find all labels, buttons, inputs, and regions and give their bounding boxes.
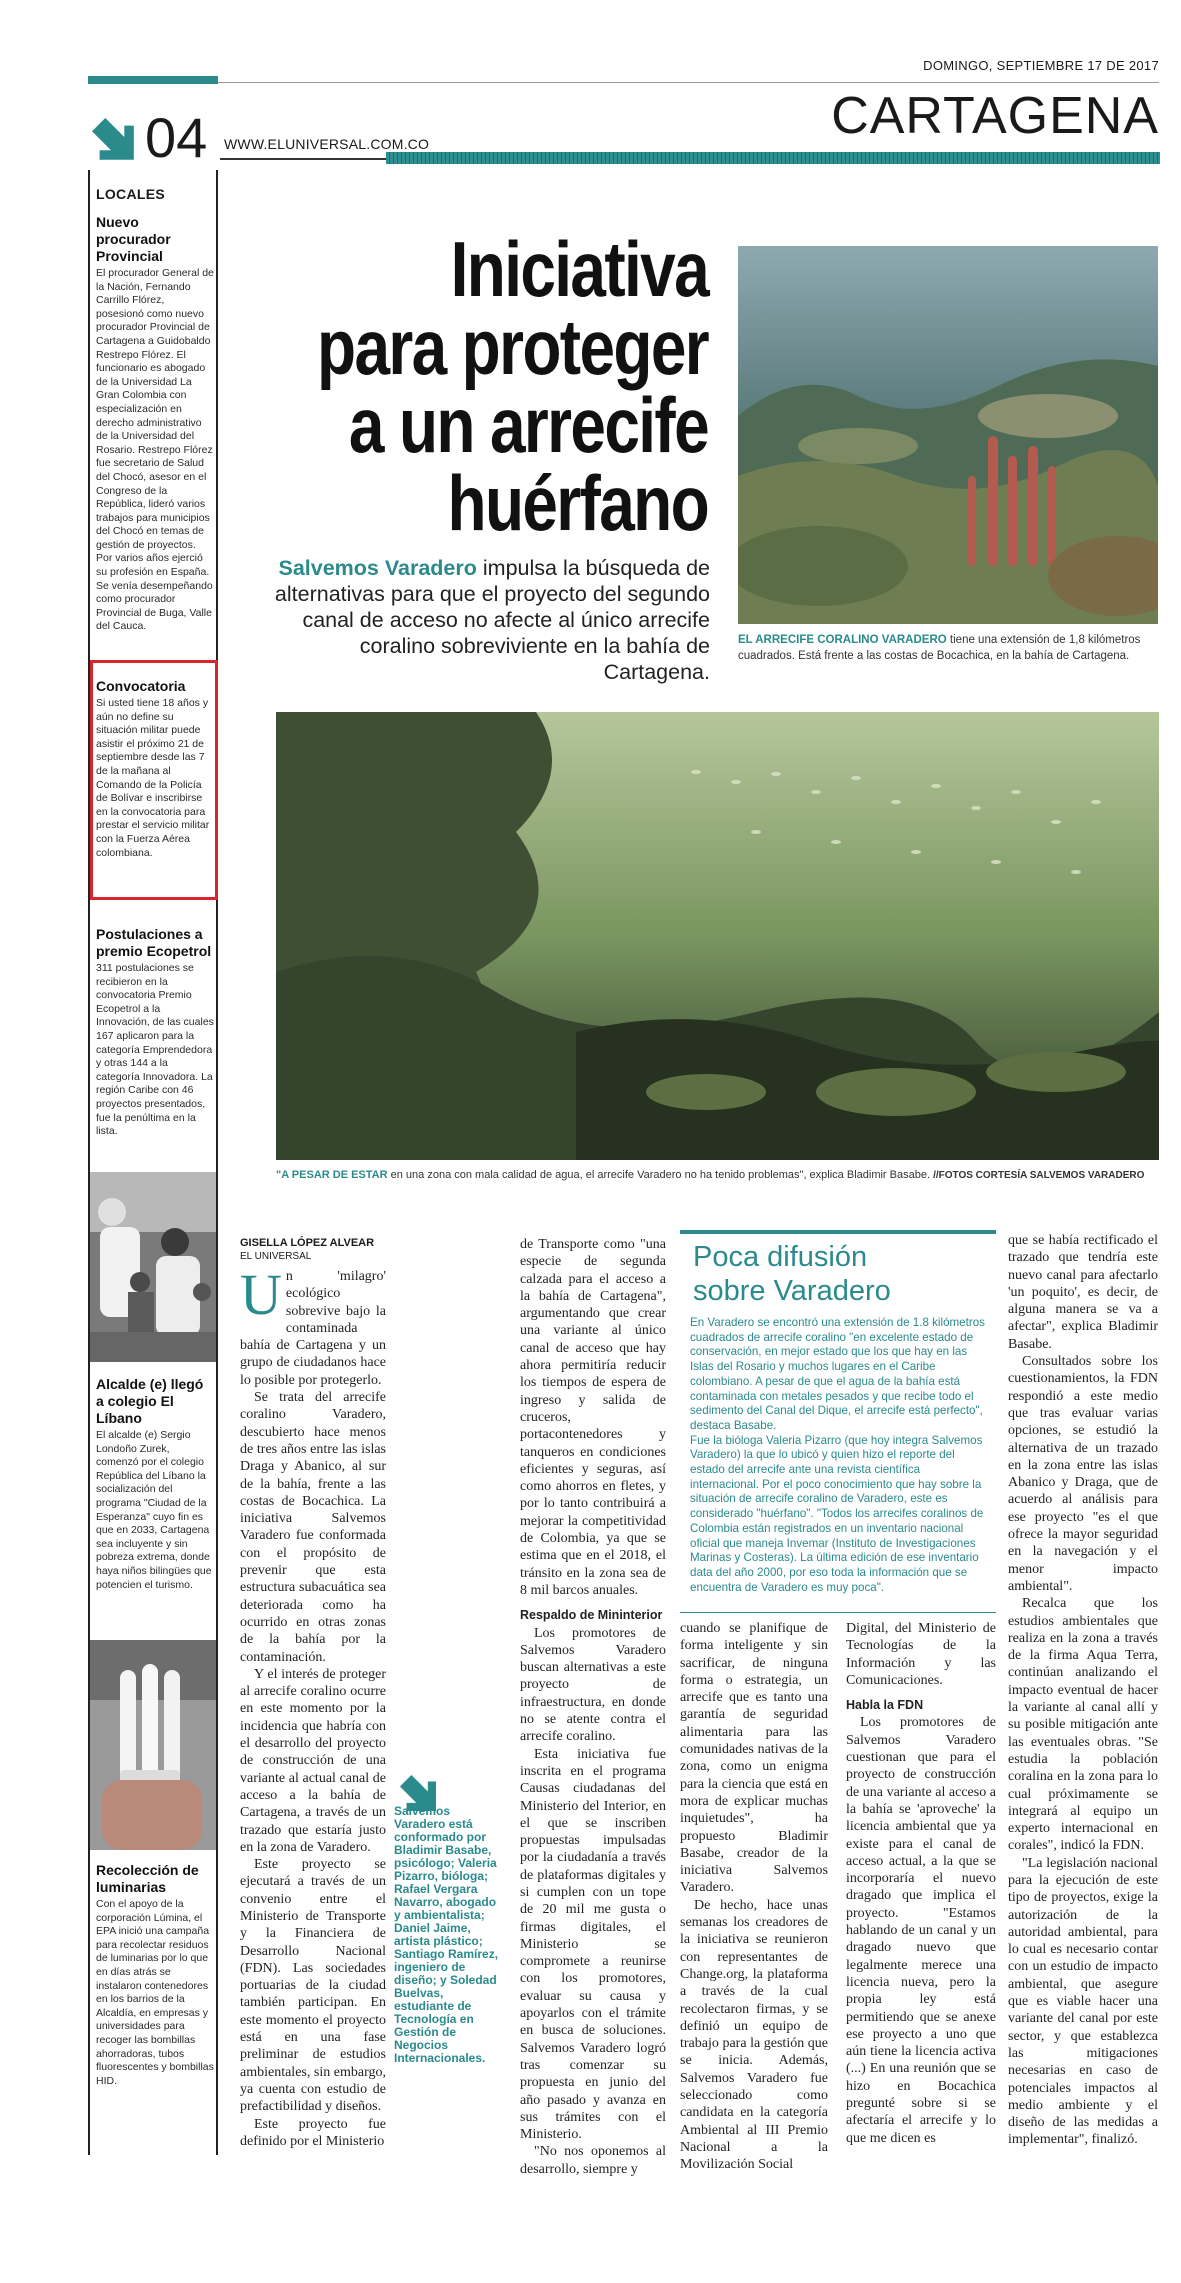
brief-item — [96, 1862, 214, 2088]
caption-text: en una zona con mala calidad de agua, el arrecife Varadero no ha tenido problemas", explica Bladimir Basabe. — [390, 1169, 931, 1181]
headline: Iniciativa para proteger a un arrecife huérfano — [317, 225, 708, 547]
brief-item — [96, 214, 214, 634]
article-paragraph: Los promotores de Salvemos Varadero buscan alternativas a este proyecto de infraestructura, en donde no se atente contra el arrecife coralino. — [520, 1625, 666, 1745]
article-column-1 — [240, 1262, 386, 2150]
mayor-school-photo — [90, 1172, 216, 1362]
sidebar-rule-bottom — [680, 1612, 996, 1613]
deck — [250, 555, 710, 685]
article-column-2 — [520, 1236, 666, 2178]
article-paragraph: Consultados sobre los cuestionamientos, la FDN respondió a este medio que tras evaluar varias opciones, se estudió la alternativa de un trazado en la zona entre las islas Abanico y Draga, que de acuerdo al análisis para ese proyecto "es el que ofrece la mayor seguridad en la navegación y el menor impacto ambiental". — [1008, 1354, 1158, 1594]
briefs-kicker-block — [96, 186, 214, 202]
header-accent-bar — [88, 76, 218, 84]
brief-item — [96, 1376, 214, 1592]
arrow-down-right-icon — [92, 118, 136, 162]
page-number: 04 — [145, 106, 208, 169]
brief-title: Alcalde (e) llegó a colegio El Líbano — [96, 1376, 204, 1426]
brief-text: El alcalde (e) Sergio Londoño Zurek, comenzó por el colegio República del Líbano la socialización del programa "Ciudad de la Esperanza" cuyo fin es que en 2033, Cartagena sea incluyente y sin pobreza extrema, donde haya niños bilingües que potencien el turismo. — [96, 1429, 212, 1591]
article-column-3 — [680, 1620, 828, 2174]
briefs-kicker: LOCALES — [96, 186, 165, 202]
lightbulb-photo — [90, 1640, 216, 1850]
article-paragraph: que se había rectificado el trazado que tendría este nuevo canal para afectarlo 'un poquito', es decir, de alguna manera se va a afectar", explica Bladimir Basabe. — [1008, 1233, 1158, 1352]
subheading: Habla la FDN — [846, 1698, 924, 1713]
reef-photo-wide — [276, 712, 1159, 1160]
site-url[interactable]: WWW.ELUNIVERSAL.COM.CO — [224, 136, 430, 152]
article-paragraph: Esta iniciativa fue inscrita en el programa Causas ciudadanas del Ministerio del Interior, en el que se inscriben propuestas impulsadas por la ciudadanía a través de plataformas digitales y si cumplen con un tope de 20 mil me gusta o firmas digitales, el Ministerio se compromete a reunirse con los promotores, evaluar su causa y apoyarlos con el trámite en busca de soluciones. Salvemos Varadero logró tras comenzar su propuesta en junio del año pasado y avanza en sus trámites con el Ministerio. — [520, 1746, 666, 2143]
article-paragraph: Un 'milagro' ecológico sobrevive bajo la contaminada bahía de Cartagena y un grupo de ciudadanos hace lo posible por protegerlo. — [240, 1262, 386, 1388]
article-paragraph: Recalca que los estudios ambientales que realiza en la zona a través de la firma Aqua Terra, continúan analizando el impacto eventual de hacer la variante al canal allí y su posible mitigación ante las eventuales obras. "Se estudia la población coralina en la zona para lo cual próximamente se integrará al equipo un experto internacional en corales", indicó la FDN. — [1008, 1596, 1158, 1854]
brief-title: Nuevo procurador Provincial — [96, 214, 171, 264]
article-paragraph: Este proyecto fue definido por el Ministerio — [240, 2116, 386, 2149]
caption-text: tiene una extensión de 1,8 kilómetros cuadrados. Está frente a las costas de Bocachica, en la bahía de Cartagena. — [738, 634, 1141, 662]
brief-title: Convocatoria — [96, 678, 186, 694]
reef-photo-top — [738, 246, 1158, 624]
brief-title: Recolección de luminarias — [96, 1862, 199, 1895]
byline: GISELLA LÓPEZ ALVEAR — [240, 1237, 375, 1249]
brief-text: El procurador General de la Nación, Fernando Carrillo Flórez, posesionó como nuevo procurador Provincial de Cartagena a Guidobaldo Restrepo Flórez. El funcionario es abogado de la Universidad La Gran Colombia con especialización en derecho administrativo de la Universidad del Rosario. Restrepo Flórez fue secretario de Salud del Chocó, asesor en el Congreso de la República, lideró varios trabajos para municipios del Chocó en temas de gestión de proyectos. Por varios años ejerció su profesión en España. Se venía desempeñando como procurador Provincial de Buga, Valle del Cauca. — [96, 267, 214, 633]
sidebar-rule-top — [680, 1230, 996, 1234]
outlet-name: EL UNIVERSAL — [240, 1251, 312, 1262]
photo-credit: //FOTOS CORTESÍA SALVEMOS VARADERO — [933, 1170, 1145, 1181]
photo-caption-wide — [276, 1168, 1159, 1183]
article-column-4 — [846, 1620, 996, 2147]
brief-item — [96, 678, 214, 860]
sidebar-title: Poca difusión sobre Varadero — [693, 1241, 891, 1307]
header-rule-teal — [386, 152, 1160, 164]
subheading: Respaldo de Mininterior — [520, 1608, 663, 1623]
article-paragraph: de Transporte como "una especie de segunda calzada para el acceso a la bahía de Cartagena", argumentando que crear una variante al único canal de acceso que hay ahora permitiría reducir los tiempos de espera de ingreso y salida de cruceros, portacontenedores y tanqueros en condiciones eficientes y seguras, así como ahorros en fletes, y por lo tanto contribuirá a mejorar la competitividad de Colombia, ya que se estima que en el 2018, el tránsito en la zona sea de 8 mil barcos anuales. — [520, 1237, 666, 1598]
brief-text: Si usted tiene 18 años y aún no define su situación militar puede asistir el próximo 21 de septiembre desde las 7 de la mañana al Comando de la Policía de Bolívar e inscribirse en la convocatoria para prestar el servicio militar con la Fuerza Aérea colombiana. — [96, 697, 210, 859]
article-paragraph: Se trata del arrecife coralino Varadero, descubierto hace menos de tres años entre las islas Draga y Abanico, al sur de la bahía, frente a las costas de Bocachica. La iniciativa Salvemos Varadero fue conformada con el propósito de prevenir que esta estructura subacuática sea deteriorada como ha ocurrido en otras zonas de la bahía por la contaminación. — [240, 1390, 386, 1665]
article-paragraph: De hecho, hace unas semanas los creadores de la iniciativa se reunieron con representantes de Change.org, la plataforma a través de la cual recolectaron firmas, y se definió un equipo de trabajo para la gestión que se inicia. Además, Salvemos Varadero fue seleccionado como candidata en la categoría Ambiental al III Premio Nacional a la Movilización Social — [680, 1897, 828, 2173]
section-title: CARTAGENA — [831, 87, 1159, 145]
article-paragraph: Digital, del Ministerio de Tecnologías de la Información y las Comunicaciones. — [846, 1621, 996, 1688]
caption-lead: EL ARRECIFE CORALINO VARADERO — [738, 634, 947, 646]
caption-lead: "A PESAR DE ESTAR — [276, 1169, 388, 1181]
article-paragraph: "La legislación nacional para la ejecución de este tipo de proyectos, exige la autorización de la autoridad ambiental, para lo cual es necesario contar con un estudio de impacto ambiental, que asegure que es viable hacer una variante del canal por este sector, y que establezca las mitigaciones necesarias en caso de potenciales impactos al medio ambiente y el diseño de las medidas a implementar", finalizó. — [1008, 1855, 1158, 2148]
brief-text: Con el apoyo de la corporación Lúmina, el EPA inició una campaña para recolectar residuos de luminarias por lo que en días atrás se instalaron contenedores en los barrios de la Alcaldía, en empresas y universidades para recoger las bombillas ahorradoras, tubos fluorescentes y bombillas HID. — [96, 1898, 214, 2087]
brief-title: Postulaciones a premio Ecopetrol — [96, 926, 212, 959]
deck-text: impulsa la búsqueda de alternativas para que el proyecto del segundo canal de acceso no afecte al único arrecife coralino sobreviviente en la bahía de Cartagena. — [274, 556, 710, 684]
drop-cap: U — [240, 1262, 282, 1327]
deck-brand: Salvemos Varadero — [278, 556, 477, 580]
article-paragraph: Los promotores de Salvemos Varadero cuestionan que para el proyecto de construcción de una variante al acceso a la bahía se 'aproveche' la licencia ambiental que ya existe para el canal de acceso actual, a la que se incorporaría el nuevo dragado que implica el proyecto. "Estamos hablando de un canal y un dragado nuevo que legalmente merece una licencia nueva, pero la propia ley está permitiendo que se anexe ese proyecto a uno que aún tiene la licencia activa (...) En una reunión que se hizo en Bocachica pregunté sobre si se afectaría el arrecife y lo que me dicen es — [846, 1715, 996, 2146]
header-rule — [218, 82, 1159, 83]
publication-date: DOMINGO, SEPTIEMBRE 17 DE 2017 — [923, 58, 1159, 73]
article-column-5 — [1008, 1232, 1158, 2149]
photo-caption-top — [738, 632, 1158, 664]
article-paragraph: Y el interés de proteger al arrecife coralino ocurre en este momento por la incidencia que habría con el desarrollo del proyecto de construcción de una variante al actual canal de acceso a la bahía de Cartagena, a través de un trazado que estaría justo en la zona de Varadero. — [240, 1666, 386, 1855]
sidebar-text — [690, 1316, 990, 1595]
brief-text: 311 postulaciones se recibieron en la convocatoria Premio Ecopetrol a la Innovación, de las cuales 167 aplicaron para la categoría Emprendedora y otras 144 a la categoría Innovadora. La región Caribe con 46 proyectos presentados, fue la penúltima en la lista. — [96, 962, 214, 1138]
article-paragraph: cuando se planifique de forma inteligente y sin sacrificar, de ninguna forma o estrategia, un arrecife que es tanto una garantía de seguridad alimentaria para las comunidades nativas de la zona, como un enigma para la ciencia que está en mora de explicar muchas inquietudes", ha propuesto Bladimir Basabe, creador de la iniciativa Salvemos Varadero. — [680, 1621, 828, 1896]
team-factbox: Salvemos Varadero está conformado por Bladimir Basabe, psicólogo; Valeria Pizarro, bióloga; Rafael Vergara Navarro, abogado y ambientalista; Daniel Jaime, artista plástico; Santiago Ramírez, ingeniero de diseño; y Soledad Buelvas, estudiante de Tecnología en Gestión de Negocios Internacionales. — [394, 1804, 499, 2065]
article-paragraph: Este proyecto se ejecutará a través de un convenio entre el Ministerio de Transporte y la Financiera de Desarrollo Nacional (FDN). Las sociedades portuarias de la ciudad también participan. En este momento el proyecto está en una fase preliminar de estudios ambientales, sin embargo, ya cuenta con estudio de prefactibilidad y diseños. — [240, 1857, 386, 2115]
sidebar-paragraph: Fue la bióloga Valeria Pizarro (que hoy integra Salvemos Varadero) la que lo ubicó y quien hizo el reporte del estado del arrecife ante una revista científica internacional. Por el poco conocimiento que hay sobre la situación de arrecife coralino de Varadero, este es considerado "huérfano". "Todos los arrecifes coralinos de Colombia están registrados en un inventario nacional oficial que maneja Invemar (Instituto de Investigaciones Marinas y Costeras). La última edición de ese inventario data del año 2000, por eso toda la información que se encuentra de Varadero es muy poca". — [690, 1433, 984, 1594]
sidebar-paragraph: En Varadero se encontró una extensión de 1.8 kilómetros cuadrados de arrecife coralino "en excelente estado de conservación, en mejor estado que los que hay en las Islas del Rosario y muchos lugares en el Caribe colombiano. A pesar de que el agua de la bahía está contaminada con metales pesados y que recibe todo el sedimento del Canal del Dique, el arrecife está perfecto", destaca Basabe. — [690, 1316, 985, 1432]
brief-item — [96, 926, 214, 1139]
article-paragraph: "No nos oponemos al desarrollo, siempre y — [520, 2144, 666, 2177]
